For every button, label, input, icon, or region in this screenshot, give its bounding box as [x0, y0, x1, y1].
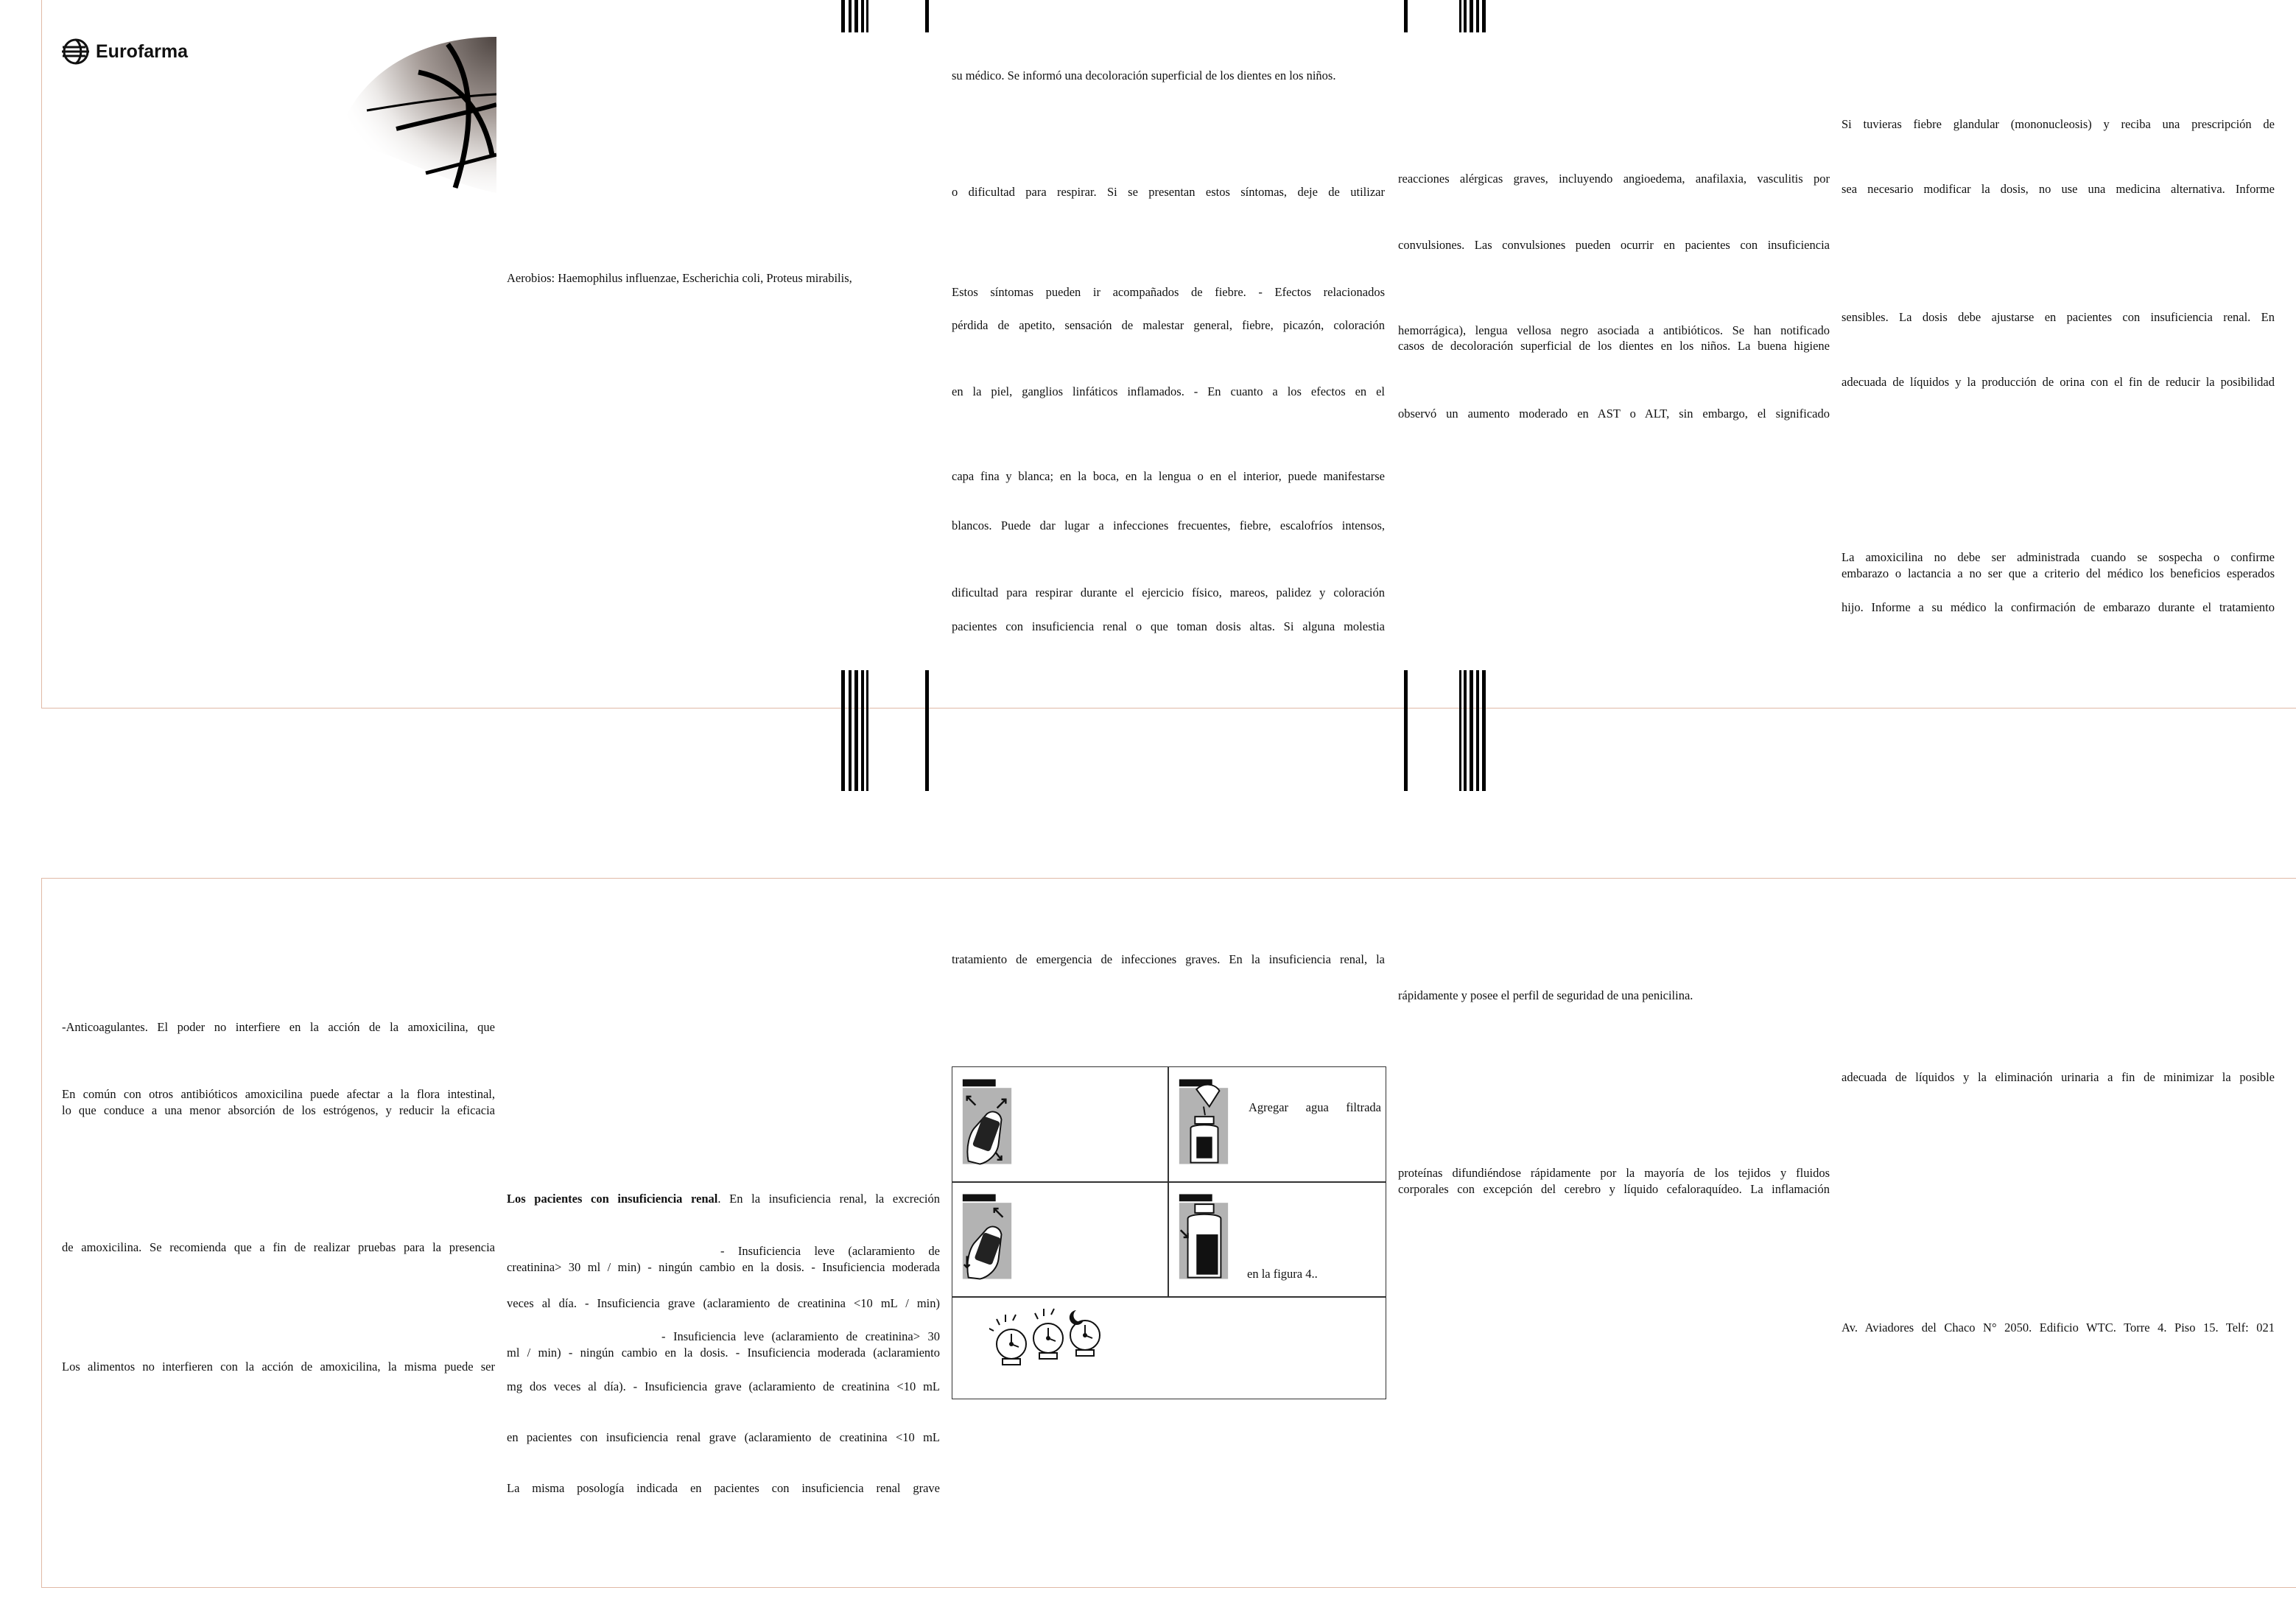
- top-col2-line: pacientes con insuficiencia renal o que toman dosis altas. Si alguna molestia: [952, 619, 1385, 633]
- bottom-col2-line: - Insuficiencia leve (aclaramiento de creatinina> 30: [661, 1329, 940, 1343]
- top-col3-line: casos de decoloración superficial de los dientes en los niños. La buena higiene: [1398, 339, 1830, 353]
- bottom-col4-line: proteínas difundiéndose rápidamente por la mayoría de los tejidos y fluidos: [1398, 1166, 1830, 1180]
- bottom-col1-line: de amoxicilina. Se recomienda que a fin de realizar pruebas para la presencia: [62, 1240, 495, 1254]
- dosing-schedule-clocks-icon: [989, 1306, 1137, 1372]
- registration-bars-middle-left: [841, 670, 930, 791]
- bottom-col2-line: La misma posología indicada en pacientes con insuficiencia renal grave: [507, 1481, 940, 1495]
- top-col1-aerobios: Aerobios: Haemophilus influenzae, Escherichia coli, Proteus mirabilis,: [507, 271, 852, 285]
- preparation-steps-figure: [952, 1066, 1386, 1399]
- top-col4-line: La amoxicilina no debe ser administrada cuando se sospecha o confirme: [1842, 550, 2275, 564]
- top-col4-line: embarazo o lactancia a no ser que a criterio del médico los beneficios esperados: [1842, 566, 2275, 580]
- top-col2-line: Estos síntomas pueden ir acompañados de fiebre. - Efectos relacionados: [952, 285, 1385, 299]
- top-col2-line: blancos. Puede dar lugar a infecciones frecuentes, fiebre, escalofríos intensos,: [952, 518, 1385, 532]
- bottom-col2-line: veces al día. - Insuficiencia grave (aclaramiento de creatinina <10 mL / min): [507, 1296, 940, 1310]
- bottom-col2-line: - Insuficiencia leve (aclaramiento de: [720, 1244, 940, 1258]
- registration-bars-top-right: [1404, 0, 1492, 32]
- bottom-col4-line: corporales con excepción del cerebro y líquido cefaloraquídeo. La inflamación: [1398, 1182, 1830, 1196]
- bottom-col2-renal-heading: [507, 1191, 940, 1207]
- bottom-col1-line: lo que conduce a una menor absorción de los estrógenos, y reducir la eficacia: [62, 1103, 495, 1117]
- bottom-col1-line: -Anticoagulantes. El poder no interfiere en la acción de la amoxicilina, que: [62, 1020, 495, 1034]
- step4-caption: en la figura 4..: [1247, 1267, 1318, 1281]
- bottom-col1-line: En común con otros antibióticos amoxicilina puede afectar a la flora intestinal,: [62, 1087, 495, 1101]
- bottom-col4-line: rápidamente y posee el perfil de seguridad de una penicilina.: [1398, 988, 1693, 1002]
- bottom-col2-line: ml / min) - ningún cambio en la dosis. - Insuficiencia moderada (aclaramiento: [507, 1346, 940, 1360]
- renal-heading-rest: . En la insuficiencia renal, la excreción: [717, 1192, 940, 1206]
- top-col2-line: o dificultad para respirar. Si se presentan estos síntomas, deje de utilizar: [952, 185, 1385, 199]
- shake-bottle-step1-icon: [958, 1075, 1016, 1169]
- top-col2-line: pérdida de apetito, sensación de malestar general, fiebre, picazón, coloración: [952, 318, 1385, 332]
- bottom-col2-line: creatinina> 30 ml / min) - ningún cambio en la dosis. - Insuficiencia moderada: [507, 1260, 940, 1274]
- bottom-col1-line: Los alimentos no interfieren con la acción de amoxicilina, la misma puede ser: [62, 1360, 495, 1374]
- top-col4-line: sea necesario modificar la dosis, no use una medicina alternativa. Informe: [1842, 182, 2275, 196]
- globe-decoration-icon: [337, 37, 496, 193]
- bottom-col3-line: tratamiento de emergencia de infecciones graves. En la insuficiencia renal, la: [952, 952, 1385, 966]
- top-col4-line: sensibles. La dosis debe ajustarse en pacientes con insuficiencia renal. En: [1842, 310, 2275, 324]
- registration-bars-top-left: [841, 0, 930, 32]
- top-col3-line: reacciones alérgicas graves, incluyendo angioedema, anafilaxia, vasculitis por: [1398, 172, 1830, 186]
- add-water-step2-icon: [1175, 1075, 1232, 1169]
- top-col2-line: en la piel, ganglios linfáticos inflamados. - En cuanto a los efectos en el: [952, 384, 1385, 398]
- bottom-col5-line: adecuada de líquidos y la eliminación urinaria a fin de minimizar la posible: [1842, 1070, 2275, 1084]
- top-col2-line: su médico. Se informó una decoloración superficial de los dientes en los niños.: [952, 68, 1336, 82]
- top-col4-line: hijo. Informe a su médico la confirmación de embarazo durante el tratamiento: [1842, 600, 2275, 614]
- eurofarma-globe-icon: [60, 38, 91, 65]
- bottom-col2-line: en pacientes con insuficiencia renal grave (aclaramiento de creatinina <10 mL: [507, 1430, 940, 1444]
- step2-caption: Agregar agua filtrada: [1249, 1100, 1381, 1114]
- shake-bottle-step3-icon: [958, 1189, 1016, 1284]
- fill-bottle-step4-icon: [1175, 1189, 1232, 1284]
- top-col2-line: capa fina y blanca; en la boca, en la lengua o en el interior, puede manifestarse: [952, 469, 1385, 483]
- top-col4-line: Si tuvieras fiebre glandular (mononucleosis) y reciba una prescripción de: [1842, 117, 2275, 131]
- top-col2-line: dificultad para respirar durante el ejercicio físico, mareos, palidez y coloración: [952, 586, 1385, 599]
- top-col3-line: observó un aumento moderado en AST o ALT, sin embargo, el significado: [1398, 407, 1830, 421]
- top-col3-line: convulsiones. Las convulsiones pueden ocurrir en pacientes con insuficiencia: [1398, 238, 1830, 252]
- registration-bars-middle-right: [1404, 670, 1492, 791]
- renal-heading-bold: Los pacientes con insuficiencia renal: [507, 1192, 718, 1206]
- bottom-col5-address: Av. Aviadores del Chaco N° 2050. Edificio WTC. Torre 4. Piso 15. Telf: 021: [1842, 1321, 2275, 1335]
- top-col4-line: adecuada de líquidos y la producción de orina con el fin de reducir la posibilidad: [1842, 375, 2275, 389]
- bottom-col2-line: mg dos veces al día). - Insuficiencia grave (aclaramiento de creatinina <10 mL: [507, 1379, 940, 1393]
- brand-name: Eurofarma: [96, 41, 189, 62]
- top-col3-line: hemorrágica), lengua vellosa negro asociada a antibióticos. Se han notificado: [1398, 323, 1830, 337]
